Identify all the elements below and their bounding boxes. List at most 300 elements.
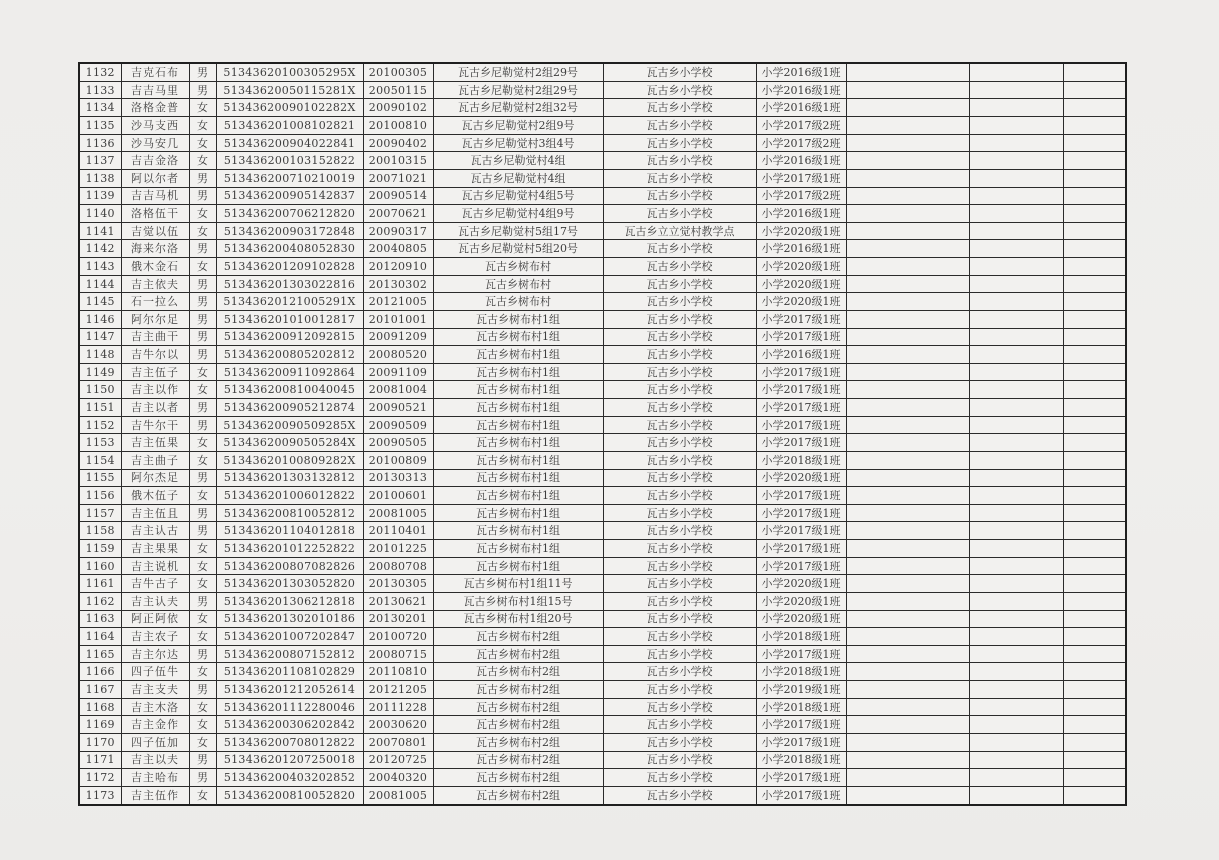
cell-address: 瓦古乡尼勒觉村4组 xyxy=(433,169,603,187)
table-row xyxy=(79,716,1126,734)
cell-class-name: 小学2017级1班 xyxy=(756,716,846,734)
cell-no: 1144 xyxy=(79,275,121,293)
cell-gender: 男 xyxy=(189,240,216,258)
cell-school: 瓦古乡小学校 xyxy=(603,328,756,346)
cell-school: 瓦古乡小学校 xyxy=(603,346,756,364)
cell-empty xyxy=(1063,698,1126,716)
cell-no: 1168 xyxy=(79,698,121,716)
cell-id-number: 513436200904022841 xyxy=(216,134,363,152)
cell-empty xyxy=(969,187,1063,205)
cell-empty xyxy=(1063,628,1126,646)
cell-birth-date: 20110401 xyxy=(363,522,433,540)
cell-empty xyxy=(969,381,1063,399)
cell-address: 瓦古乡尼勒觉村5组20号 xyxy=(433,240,603,258)
cell-class-name: 小学2016级1班 xyxy=(756,240,846,258)
cell-gender: 男 xyxy=(189,681,216,699)
cell-school: 瓦古乡小学校 xyxy=(603,258,756,276)
cell-id-number: 513436201303132812 xyxy=(216,469,363,487)
cell-school: 瓦古乡小学校 xyxy=(603,769,756,787)
cell-birth-date: 20130201 xyxy=(363,610,433,628)
cell-no: 1169 xyxy=(79,716,121,734)
cell-empty xyxy=(846,81,969,99)
cell-class-name: 小学2020级1班 xyxy=(756,575,846,593)
cell-name: 沙马安几 xyxy=(121,134,189,152)
cell-empty xyxy=(1063,152,1126,170)
cell-id-number: 51343620090509285X xyxy=(216,416,363,434)
cell-no: 1153 xyxy=(79,434,121,452)
cell-no: 1149 xyxy=(79,363,121,381)
cell-address: 瓦古乡树布村1组20号 xyxy=(433,610,603,628)
cell-school: 瓦古乡小学校 xyxy=(603,504,756,522)
cell-class-name: 小学2020级1班 xyxy=(756,222,846,240)
cell-no: 1164 xyxy=(79,628,121,646)
cell-empty xyxy=(969,645,1063,663)
table-row xyxy=(79,152,1126,170)
cell-empty xyxy=(969,434,1063,452)
cell-school: 瓦古乡小学校 xyxy=(603,628,756,646)
cell-id-number: 51343620121005291X xyxy=(216,293,363,311)
cell-birth-date: 20120910 xyxy=(363,258,433,276)
cell-class-name: 小学2017级1班 xyxy=(756,522,846,540)
cell-name: 四子伍加 xyxy=(121,733,189,751)
cell-name: 吉主哈布 xyxy=(121,769,189,787)
cell-no: 1147 xyxy=(79,328,121,346)
cell-empty xyxy=(846,399,969,417)
cell-gender: 女 xyxy=(189,434,216,452)
cell-empty xyxy=(846,769,969,787)
cell-address: 瓦古乡尼勒觉村2组9号 xyxy=(433,117,603,135)
cell-birth-date: 20100720 xyxy=(363,628,433,646)
cell-name: 吉主农子 xyxy=(121,628,189,646)
cell-empty xyxy=(969,275,1063,293)
cell-school: 瓦古乡小学校 xyxy=(603,716,756,734)
table-row xyxy=(79,99,1126,117)
cell-empty xyxy=(969,751,1063,769)
cell-empty xyxy=(1063,187,1126,205)
cell-name: 吉主依夫 xyxy=(121,275,189,293)
cell-empty xyxy=(1063,540,1126,558)
cell-empty xyxy=(1063,416,1126,434)
table-row xyxy=(79,187,1126,205)
cell-class-name: 小学2017级1班 xyxy=(756,399,846,417)
cell-gender: 男 xyxy=(189,504,216,522)
cell-empty xyxy=(846,258,969,276)
cell-no: 1145 xyxy=(79,293,121,311)
cell-empty xyxy=(846,434,969,452)
cell-class-name: 小学2016级1班 xyxy=(756,152,846,170)
cell-name: 吉主木洛 xyxy=(121,698,189,716)
cell-no: 1159 xyxy=(79,540,121,558)
cell-school: 瓦古乡小学校 xyxy=(603,592,756,610)
cell-school: 瓦古乡小学校 xyxy=(603,540,756,558)
cell-birth-date: 20030620 xyxy=(363,716,433,734)
cell-gender: 男 xyxy=(189,187,216,205)
cell-id-number: 513436200807082826 xyxy=(216,557,363,575)
cell-empty xyxy=(969,522,1063,540)
cell-id-number: 513436200403202852 xyxy=(216,769,363,787)
cell-school: 瓦古乡小学校 xyxy=(603,575,756,593)
cell-name: 吉主以作 xyxy=(121,381,189,399)
cell-id-number: 513436200905212874 xyxy=(216,399,363,417)
cell-class-name: 小学2017级1班 xyxy=(756,434,846,452)
cell-no: 1133 xyxy=(79,81,121,99)
cell-birth-date: 20070801 xyxy=(363,733,433,751)
cell-name: 俄木金石 xyxy=(121,258,189,276)
cell-empty xyxy=(846,222,969,240)
cell-gender: 女 xyxy=(189,205,216,223)
cell-no: 1132 xyxy=(79,63,121,81)
cell-empty xyxy=(969,363,1063,381)
cell-school: 瓦古乡小学校 xyxy=(603,416,756,434)
cell-gender: 男 xyxy=(189,275,216,293)
cell-school: 瓦古乡小学校 xyxy=(603,134,756,152)
cell-no: 1151 xyxy=(79,399,121,417)
cell-class-name: 小学2018级1班 xyxy=(756,751,846,769)
cell-id-number: 513436200912092815 xyxy=(216,328,363,346)
cell-birth-date: 20081004 xyxy=(363,381,433,399)
cell-empty xyxy=(1063,293,1126,311)
cell-school: 瓦古乡小学校 xyxy=(603,310,756,328)
cell-gender: 女 xyxy=(189,628,216,646)
cell-empty xyxy=(846,786,969,805)
cell-birth-date: 20070621 xyxy=(363,205,433,223)
cell-no: 1134 xyxy=(79,99,121,117)
cell-empty xyxy=(1063,346,1126,364)
cell-empty xyxy=(969,81,1063,99)
cell-name: 海来尔洛 xyxy=(121,240,189,258)
table-row xyxy=(79,434,1126,452)
cell-id-number: 513436201108102829 xyxy=(216,663,363,681)
cell-birth-date: 20130302 xyxy=(363,275,433,293)
cell-gender: 女 xyxy=(189,575,216,593)
cell-empty xyxy=(846,416,969,434)
cell-address: 瓦古乡树布村1组 xyxy=(433,363,603,381)
cell-empty xyxy=(1063,451,1126,469)
cell-birth-date: 20090505 xyxy=(363,434,433,452)
cell-birth-date: 20110810 xyxy=(363,663,433,681)
cell-gender: 男 xyxy=(189,751,216,769)
cell-address: 瓦古乡树布村1组 xyxy=(433,522,603,540)
table-row xyxy=(79,575,1126,593)
cell-gender: 女 xyxy=(189,557,216,575)
cell-school: 瓦古乡小学校 xyxy=(603,363,756,381)
cell-empty xyxy=(969,134,1063,152)
cell-empty xyxy=(846,557,969,575)
cell-gender: 男 xyxy=(189,310,216,328)
cell-class-name: 小学2020级1班 xyxy=(756,469,846,487)
cell-empty xyxy=(1063,310,1126,328)
cell-id-number: 51343620100305295X xyxy=(216,63,363,81)
cell-school: 瓦古乡小学校 xyxy=(603,240,756,258)
cell-gender: 女 xyxy=(189,381,216,399)
cell-name: 吉主以夫 xyxy=(121,751,189,769)
cell-empty xyxy=(1063,363,1126,381)
cell-class-name: 小学2017级1班 xyxy=(756,328,846,346)
cell-class-name: 小学2020级1班 xyxy=(756,275,846,293)
cell-class-name: 小学2017级1班 xyxy=(756,645,846,663)
cell-empty xyxy=(1063,557,1126,575)
cell-gender: 男 xyxy=(189,769,216,787)
cell-empty xyxy=(846,169,969,187)
cell-id-number: 513436200706212820 xyxy=(216,205,363,223)
cell-empty xyxy=(846,540,969,558)
cell-id-number: 513436201012252822 xyxy=(216,540,363,558)
cell-empty xyxy=(969,681,1063,699)
student-roster-table xyxy=(78,62,1127,806)
cell-school: 瓦古乡小学校 xyxy=(603,99,756,117)
cell-name: 吉主以者 xyxy=(121,399,189,417)
cell-empty xyxy=(969,504,1063,522)
cell-empty xyxy=(1063,592,1126,610)
cell-birth-date: 20071021 xyxy=(363,169,433,187)
cell-class-name: 小学2017级2班 xyxy=(756,187,846,205)
cell-gender: 男 xyxy=(189,399,216,417)
cell-address: 瓦古乡树布村1组11号 xyxy=(433,575,603,593)
cell-school: 瓦古乡小学校 xyxy=(603,117,756,135)
cell-school: 瓦古乡小学校 xyxy=(603,469,756,487)
cell-school: 瓦古乡小学校 xyxy=(603,451,756,469)
cell-empty xyxy=(1063,275,1126,293)
cell-id-number: 513436200805202812 xyxy=(216,346,363,364)
cell-gender: 女 xyxy=(189,152,216,170)
cell-no: 1141 xyxy=(79,222,121,240)
cell-empty xyxy=(846,451,969,469)
cell-class-name: 小学2017级1班 xyxy=(756,557,846,575)
cell-empty xyxy=(969,663,1063,681)
cell-birth-date: 20100810 xyxy=(363,117,433,135)
table-row xyxy=(79,205,1126,223)
cell-class-name: 小学2016级1班 xyxy=(756,63,846,81)
cell-class-name: 小学2016级1班 xyxy=(756,346,846,364)
cell-gender: 男 xyxy=(189,293,216,311)
cell-school: 瓦古乡小学校 xyxy=(603,381,756,399)
cell-no: 1166 xyxy=(79,663,121,681)
cell-empty xyxy=(969,557,1063,575)
cell-gender: 女 xyxy=(189,716,216,734)
cell-name: 吉吉马机 xyxy=(121,187,189,205)
cell-id-number: 513436201212052614 xyxy=(216,681,363,699)
cell-name: 洛格金普 xyxy=(121,99,189,117)
cell-class-name: 小学2017级1班 xyxy=(756,416,846,434)
cell-address: 瓦古乡尼勒觉村2组32号 xyxy=(433,99,603,117)
table-row xyxy=(79,522,1126,540)
table-row xyxy=(79,786,1126,805)
table-row xyxy=(79,610,1126,628)
cell-school: 瓦古乡小学校 xyxy=(603,63,756,81)
cell-school: 瓦古乡小学校 xyxy=(603,663,756,681)
cell-empty xyxy=(846,610,969,628)
cell-empty xyxy=(969,240,1063,258)
cell-empty xyxy=(846,240,969,258)
cell-gender: 女 xyxy=(189,786,216,805)
cell-gender: 女 xyxy=(189,663,216,681)
cell-birth-date: 20130313 xyxy=(363,469,433,487)
cell-id-number: 513436201306212818 xyxy=(216,592,363,610)
cell-empty xyxy=(969,99,1063,117)
cell-birth-date: 20121005 xyxy=(363,293,433,311)
cell-empty xyxy=(1063,381,1126,399)
cell-birth-date: 20091109 xyxy=(363,363,433,381)
cell-school: 瓦古乡小学校 xyxy=(603,434,756,452)
cell-name: 吉主曲干 xyxy=(121,328,189,346)
cell-address: 瓦古乡树布村2组 xyxy=(433,628,603,646)
cell-empty xyxy=(969,769,1063,787)
cell-gender: 男 xyxy=(189,169,216,187)
cell-name: 吉主金作 xyxy=(121,716,189,734)
cell-birth-date: 20080520 xyxy=(363,346,433,364)
table-row xyxy=(79,504,1126,522)
cell-empty xyxy=(969,63,1063,81)
cell-class-name: 小学2018级1班 xyxy=(756,628,846,646)
cell-id-number: 513436201112280046 xyxy=(216,698,363,716)
cell-id-number: 513436200905142837 xyxy=(216,187,363,205)
cell-empty xyxy=(1063,786,1126,805)
cell-empty xyxy=(1063,205,1126,223)
cell-birth-date: 20130621 xyxy=(363,592,433,610)
cell-empty xyxy=(1063,258,1126,276)
cell-name: 洛格伍干 xyxy=(121,205,189,223)
cell-empty xyxy=(1063,522,1126,540)
cell-empty xyxy=(1063,81,1126,99)
cell-name: 吉主果果 xyxy=(121,540,189,558)
cell-empty xyxy=(846,663,969,681)
cell-id-number: 51343620090505284X xyxy=(216,434,363,452)
cell-empty xyxy=(1063,63,1126,81)
cell-name: 吉牛尔干 xyxy=(121,416,189,434)
cell-empty xyxy=(969,628,1063,646)
cell-address: 瓦古乡树布村1组 xyxy=(433,451,603,469)
cell-class-name: 小学2018级1班 xyxy=(756,451,846,469)
cell-no: 1160 xyxy=(79,557,121,575)
cell-empty xyxy=(969,416,1063,434)
cell-class-name: 小学2020级1班 xyxy=(756,293,846,311)
cell-address: 瓦古乡树布村1组 xyxy=(433,557,603,575)
cell-address: 瓦古乡树布村1组 xyxy=(433,381,603,399)
cell-empty xyxy=(846,592,969,610)
cell-no: 1140 xyxy=(79,205,121,223)
cell-empty xyxy=(969,786,1063,805)
cell-class-name: 小学2020级1班 xyxy=(756,610,846,628)
table-row xyxy=(79,63,1126,81)
cell-address: 瓦古乡树布村2组 xyxy=(433,681,603,699)
cell-school: 瓦古乡小学校 xyxy=(603,487,756,505)
table-row xyxy=(79,346,1126,364)
cell-empty xyxy=(1063,134,1126,152)
cell-id-number: 513436201207250018 xyxy=(216,751,363,769)
cell-empty xyxy=(846,751,969,769)
cell-empty xyxy=(1063,399,1126,417)
table-row xyxy=(79,769,1126,787)
cell-empty xyxy=(969,698,1063,716)
cell-empty xyxy=(846,487,969,505)
cell-school: 瓦古乡小学校 xyxy=(603,522,756,540)
cell-empty xyxy=(1063,117,1126,135)
cell-address: 瓦古乡尼勒觉村4组9号 xyxy=(433,205,603,223)
cell-empty xyxy=(1063,99,1126,117)
table-row xyxy=(79,663,1126,681)
cell-name: 阿正阿依 xyxy=(121,610,189,628)
cell-birth-date: 20090514 xyxy=(363,187,433,205)
cell-empty xyxy=(1063,469,1126,487)
cell-no: 1165 xyxy=(79,645,121,663)
cell-birth-date: 20090102 xyxy=(363,99,433,117)
cell-empty xyxy=(969,117,1063,135)
cell-empty xyxy=(1063,769,1126,787)
cell-empty xyxy=(969,610,1063,628)
cell-birth-date: 20050115 xyxy=(363,81,433,99)
cell-birth-date: 20120725 xyxy=(363,751,433,769)
cell-empty xyxy=(846,363,969,381)
table-row xyxy=(79,240,1126,258)
cell-empty xyxy=(969,346,1063,364)
cell-name: 阿尔尔足 xyxy=(121,310,189,328)
cell-empty xyxy=(846,310,969,328)
cell-address: 瓦古乡树布村 xyxy=(433,258,603,276)
cell-empty xyxy=(846,117,969,135)
cell-address: 瓦古乡尼勒觉村5组17号 xyxy=(433,222,603,240)
cell-empty xyxy=(1063,434,1126,452)
cell-id-number: 513436201104012818 xyxy=(216,522,363,540)
cell-empty xyxy=(1063,716,1126,734)
cell-school: 瓦古乡小学校 xyxy=(603,169,756,187)
table-row xyxy=(79,416,1126,434)
cell-birth-date: 20100305 xyxy=(363,63,433,81)
cell-gender: 女 xyxy=(189,610,216,628)
cell-class-name: 小学2017级1班 xyxy=(756,504,846,522)
cell-id-number: 513436200408052830 xyxy=(216,240,363,258)
cell-id-number: 513436201303052820 xyxy=(216,575,363,593)
cell-gender: 女 xyxy=(189,222,216,240)
cell-gender: 女 xyxy=(189,733,216,751)
cell-empty xyxy=(846,645,969,663)
cell-empty xyxy=(846,134,969,152)
cell-id-number: 513436201303022816 xyxy=(216,275,363,293)
cell-address: 瓦古乡尼勒觉村3组4号 xyxy=(433,134,603,152)
cell-name: 吉主支夫 xyxy=(121,681,189,699)
cell-empty xyxy=(846,152,969,170)
cell-no: 1137 xyxy=(79,152,121,170)
cell-id-number: 513436200807152812 xyxy=(216,645,363,663)
cell-class-name: 小学2017级1班 xyxy=(756,769,846,787)
cell-no: 1152 xyxy=(79,416,121,434)
cell-empty xyxy=(969,169,1063,187)
cell-name: 吉主认夫 xyxy=(121,592,189,610)
table-row xyxy=(79,540,1126,558)
cell-no: 1146 xyxy=(79,310,121,328)
cell-class-name: 小学2017级2班 xyxy=(756,117,846,135)
table-row xyxy=(79,557,1126,575)
cell-address: 瓦古乡树布村 xyxy=(433,293,603,311)
cell-gender: 男 xyxy=(189,346,216,364)
cell-address: 瓦古乡树布村2组 xyxy=(433,645,603,663)
cell-name: 吉觉以伍 xyxy=(121,222,189,240)
cell-gender: 女 xyxy=(189,540,216,558)
cell-no: 1172 xyxy=(79,769,121,787)
cell-empty xyxy=(1063,733,1126,751)
cell-no: 1167 xyxy=(79,681,121,699)
cell-id-number: 51343620050115281X xyxy=(216,81,363,99)
cell-gender: 女 xyxy=(189,117,216,135)
cell-gender: 女 xyxy=(189,363,216,381)
cell-gender: 男 xyxy=(189,81,216,99)
cell-address: 瓦古乡树布村1组15号 xyxy=(433,592,603,610)
cell-address: 瓦古乡树布村1组 xyxy=(433,346,603,364)
cell-class-name: 小学2019级1班 xyxy=(756,681,846,699)
cell-no: 1162 xyxy=(79,592,121,610)
cell-empty xyxy=(846,698,969,716)
cell-empty xyxy=(846,99,969,117)
cell-birth-date: 20090317 xyxy=(363,222,433,240)
